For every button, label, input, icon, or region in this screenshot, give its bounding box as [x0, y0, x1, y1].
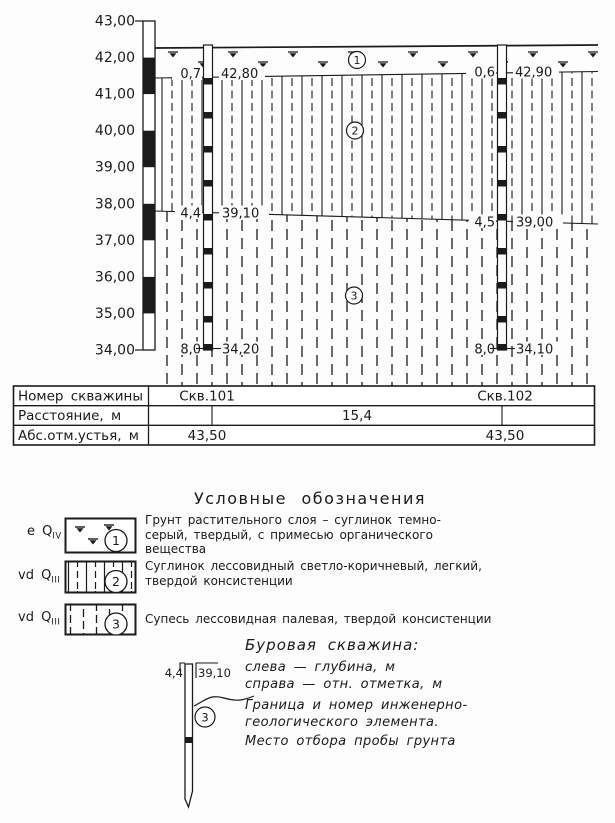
- elevation-label: 39,10: [222, 206, 260, 222]
- scale-label: 41,00: [94, 86, 135, 103]
- legend-item-text: Суглинок лессовидный светло-коричневый, легкий, твердой консистенции: [145, 559, 482, 588]
- depth-label: 8,0: [180, 342, 201, 358]
- legend-swatch-loam: [64, 560, 138, 594]
- borehole-key-right-note: справа — отн. отметка, м: [245, 677, 443, 692]
- legend-item-number: 3: [112, 616, 120, 632]
- key-borehole-stem: [185, 664, 193, 807]
- table-row-label: Расстояние, м: [18, 408, 122, 425]
- scale-label: 34,00: [94, 342, 135, 359]
- geo-index-main: vd Q: [18, 610, 52, 625]
- mouth-elevation-value: 43,50: [187, 428, 227, 444]
- elevation-label: 39,00: [516, 215, 554, 231]
- scale-label: 43,00: [94, 13, 135, 30]
- geo-index-3: [18, 610, 60, 628]
- key-elevation-example: 39,10: [198, 666, 231, 680]
- key-sample-mark: [185, 737, 193, 743]
- layer-1-number: 1: [353, 54, 361, 67]
- elevation-label: 42,90: [515, 65, 553, 81]
- borehole-number: Скв.101: [179, 388, 235, 405]
- elevation-label: 34,20: [222, 342, 260, 358]
- elevation-label: 34,10: [516, 342, 554, 358]
- legend-item-number: 1: [112, 533, 120, 548]
- borehole-bottom-mark: [204, 344, 213, 351]
- geo-index-sub: IV: [52, 531, 62, 542]
- depth-label: 0,6: [474, 65, 495, 81]
- scale-label: 38,00: [94, 196, 135, 213]
- depth-label: 0,7: [180, 67, 201, 82]
- scale-label: 37,00: [94, 232, 135, 249]
- legend-swatch-topsoil: [64, 517, 138, 554]
- elevation-label: 42,80: [221, 67, 259, 82]
- geo-index-2: [18, 568, 60, 586]
- scale-label: 36,00: [94, 269, 135, 286]
- depth-label: 4,5: [474, 215, 495, 231]
- depth-label: 8,0: [474, 342, 495, 358]
- geo-index-sub: III: [51, 575, 61, 586]
- table-row-label: Номер скважины: [18, 388, 143, 405]
- layer-2-loam-area: [155, 72, 598, 225]
- legend-item-text: Грунт растительного слоя – суглинок темно-серый, твердый, с примесью органического вещества: [145, 513, 441, 557]
- key-element-number: 3: [201, 710, 209, 725]
- borehole-key-sample-note: Место отбора пробы грунта: [245, 734, 456, 749]
- scale-label: 40,00: [94, 123, 135, 140]
- borehole-101: [204, 45, 213, 351]
- legend-title: Условные обозначения: [193, 489, 426, 508]
- geo-index-main: vd Q: [18, 568, 52, 583]
- info-table: [14, 386, 595, 445]
- scale-label: 35,00: [94, 305, 135, 322]
- key-boundary-leader-line: [194, 696, 254, 706]
- layer-2-number: 2: [351, 124, 359, 138]
- geo-index-main: e Q: [27, 524, 53, 539]
- table-row-label: Абс.отм.устья, м: [18, 428, 139, 444]
- key-depth-example: 4,4: [164, 666, 183, 680]
- distance-value: 15,4: [341, 408, 373, 425]
- mouth-elevation-value: 43,50: [485, 428, 525, 444]
- elevation-scale-bar: [135, 21, 155, 350]
- borehole-key-boundary-note: Граница и номер инженерно-геологического элемента.: [245, 698, 468, 730]
- borehole-bottom-mark: [498, 344, 507, 351]
- legend-item-number: 2: [112, 574, 120, 589]
- geo-index-sub: III: [51, 617, 61, 628]
- legend-item-text: Супесь лессовидная палевая, твердой консистенции: [145, 612, 492, 626]
- elevation-scale-labels: [95, 14, 135, 359]
- geo-index-1: [27, 524, 62, 542]
- borehole-102: [498, 45, 507, 351]
- layer-3-sandy-loam-area: [155, 211, 598, 386]
- borehole-key-diagram: [158, 653, 273, 821]
- borehole-key-title: Буровая скважина:: [245, 636, 420, 654]
- scale-label: 42,00: [94, 50, 135, 67]
- legend-swatch-sandy-loam: [64, 603, 138, 636]
- borehole-number: Скв.102: [477, 388, 533, 405]
- scale-label: 39,00: [94, 159, 135, 176]
- borehole-key-left-note: слева — глубина, м: [245, 660, 396, 675]
- layer-3-number: 3: [350, 289, 358, 303]
- depth-label: 4,4: [180, 206, 201, 222]
